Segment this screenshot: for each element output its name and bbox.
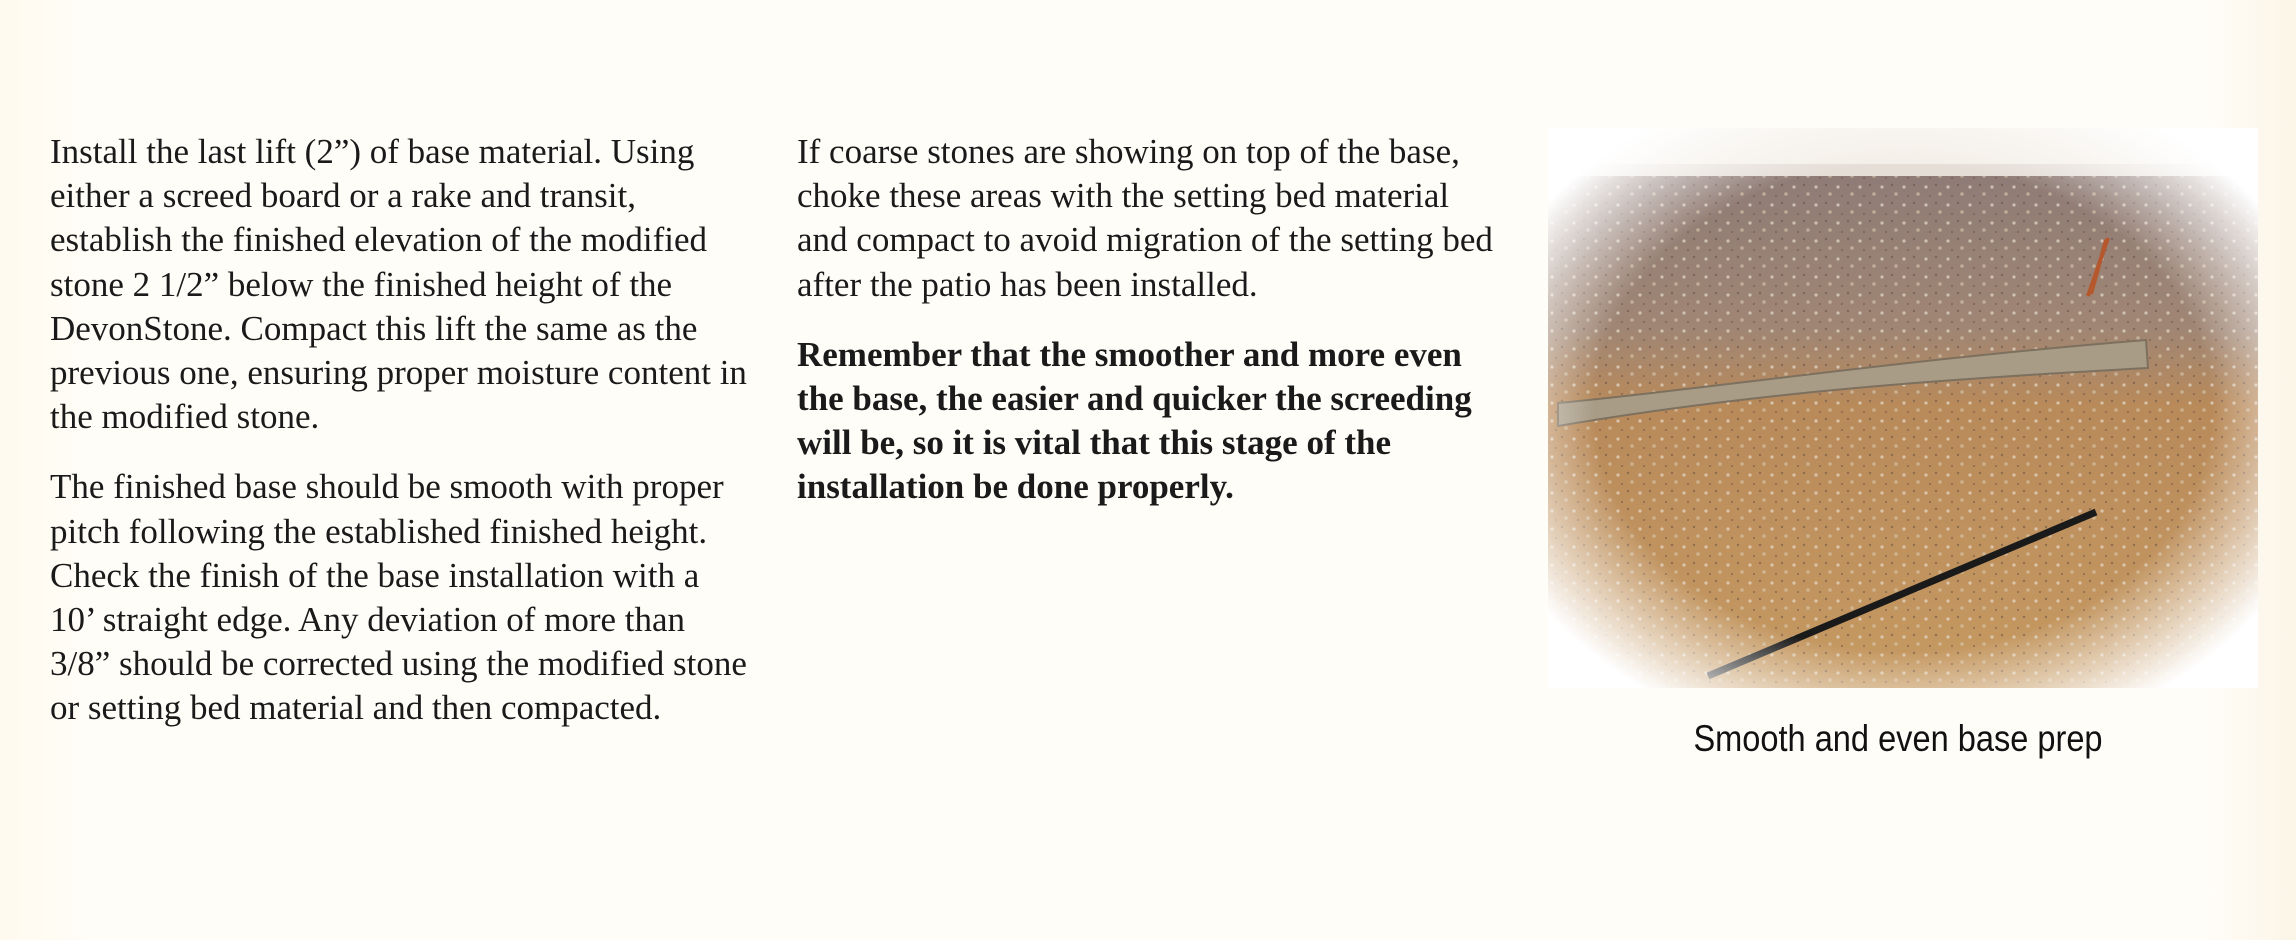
photo-vignette (1548, 128, 2258, 688)
base-prep-photo (1548, 128, 2258, 688)
paragraph-install-last-lift: Install the last lift (2”) of base material. Using either a screed board or a rake and transit, establish the finished elevation of the modified stone 2 1/2” below the finished height of the DevonStone. Compact this lift the same as the previous one, ensuring proper moisture content in the modified stone. (50, 132, 747, 437)
paragraph-coarse-stones: If coarse stones are showing on top of the base, choke these areas with the setting bed material and compact to avoid migration of the setting bed after the patio has been installed. (797, 132, 1493, 304)
middle-text-column (797, 130, 1507, 536)
paragraph-emphasis: Remember that the smoother and more even the base, the easier and quicker the screeding will be, so it is vital that this stage of the installation be done properly. (797, 334, 1472, 507)
left-text-column (50, 130, 750, 757)
paragraph-finished-base: The finished base should be smooth with proper pitch following the established finished height. Check the finish of the base installation with a 10’ straight edge. Any deviation of more than 3/8” should be corrected using the modified stone or setting bed material and then compacted. (50, 467, 747, 728)
photo-caption: Smooth and even base prep (1693, 718, 2103, 759)
photo-illustration (1548, 128, 2258, 688)
